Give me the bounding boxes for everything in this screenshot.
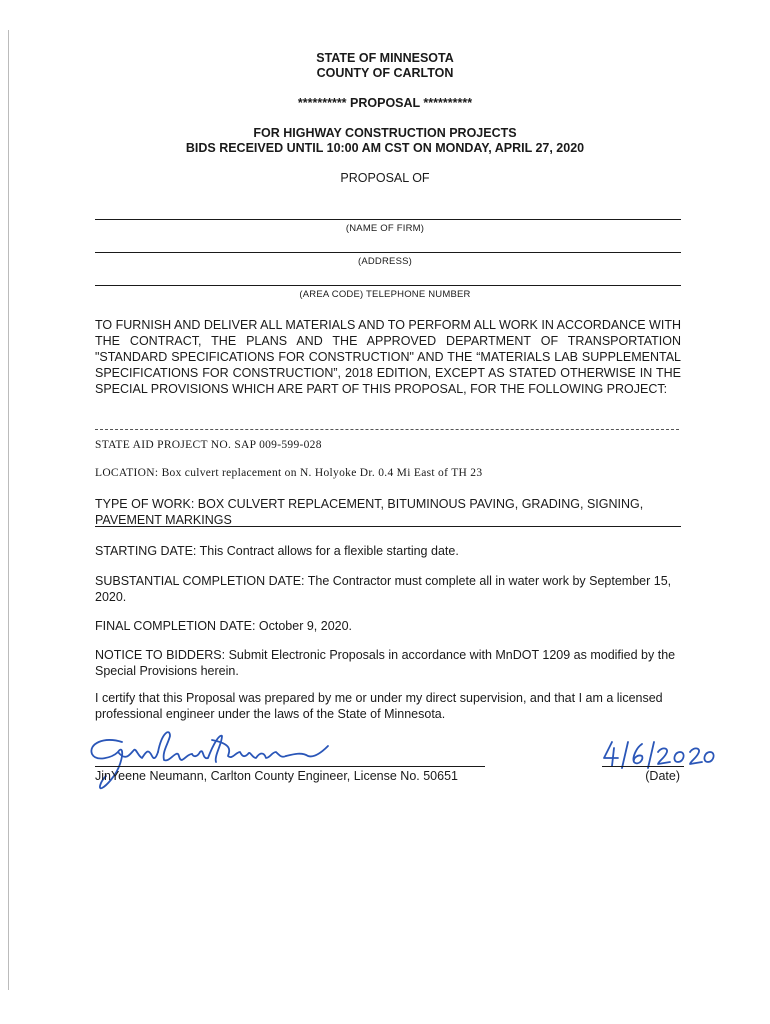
engineer-name-line: JinYeene Neumann, Carlton County Engineer, License No. 50651 [95, 769, 458, 783]
purpose-heading: FOR HIGHWAY CONSTRUCTION PROJECTS [253, 126, 517, 140]
starting-date: STARTING DATE: This Contract allows for a flexible starting date. [95, 544, 459, 558]
project-separator [95, 429, 679, 430]
project-number: STATE AID PROJECT NO. SAP 009-599-028 [95, 439, 322, 451]
type-of-work-underline [95, 526, 681, 527]
date-caption: (Date) [645, 769, 680, 783]
bids-received-heading: BIDS RECEIVED UNTIL 10:00 AM CST ON MONDAY, APRIL 27, 2020 [185, 141, 585, 155]
address-line [95, 252, 681, 253]
signature-line [95, 766, 485, 767]
engineer-certification: I certify that this Proposal was prepared by me or under my direct supervision, and that I am a licensed professional engineer under the laws of the State of Minnesota. [95, 691, 663, 721]
type-of-work: TYPE OF WORK: BOX CULVERT REPLACEMENT, BITUMINOUS PAVING, GRADING, SIGNING, PAVEMENT MARKINGS [95, 497, 644, 527]
intro-paragraph: TO FURNISH AND DELIVER ALL MATERIALS AND TO PERFORM ALL WORK IN ACCORDANCE WITH THE CONTRACT, THE PLANS AND THE APPROVED DEPARTMENT OF TRANSPORTATION "STANDARD SPECIFICATIONS FOR CONSTRUCTION" AND THE “MATERIALS LAB SUPPLEMENTAL SPECIFICATIONS FOR CONSTRUCTION”, 2018 EDITION, EXCEPT AS STATED OTHERWISE IN THE SPECIAL PROVISIONS WHICH ARE PART OF THIS PROPOSAL, FOR THE FOLLOWING PROJECT: [95, 318, 681, 396]
county-heading: COUNTY OF CARLTON [316, 66, 454, 80]
firm-name-line [95, 219, 681, 220]
address-caption: (ADDRESS) [357, 256, 413, 267]
notice-to-bidders: NOTICE TO BIDDERS: Submit Electronic Proposals in accordance with MnDOT 1209 as modified by the Special Provisions herein. [95, 648, 676, 678]
telephone-line [95, 285, 681, 286]
final-completion-date: FINAL COMPLETION DATE: October 9, 2020. [95, 619, 353, 633]
telephone-caption: (AREA CODE) TELEPHONE NUMBER [299, 289, 471, 300]
proposal-banner: ********** PROPOSAL ********** [297, 96, 473, 110]
substantial-completion-date: SUBSTANTIAL COMPLETION DATE: The Contractor must complete all in water work by September 15, 2020. [95, 574, 672, 604]
date-line [602, 766, 684, 767]
proposal-of-label: PROPOSAL OF [340, 171, 430, 185]
firm-name-caption: (NAME OF FIRM) [345, 223, 425, 234]
state-heading: STATE OF MINNESOTA [316, 51, 454, 65]
project-location: LOCATION: Box culvert replacement on N. Holyoke Dr. 0.4 Mi East of TH 23 [95, 467, 483, 479]
